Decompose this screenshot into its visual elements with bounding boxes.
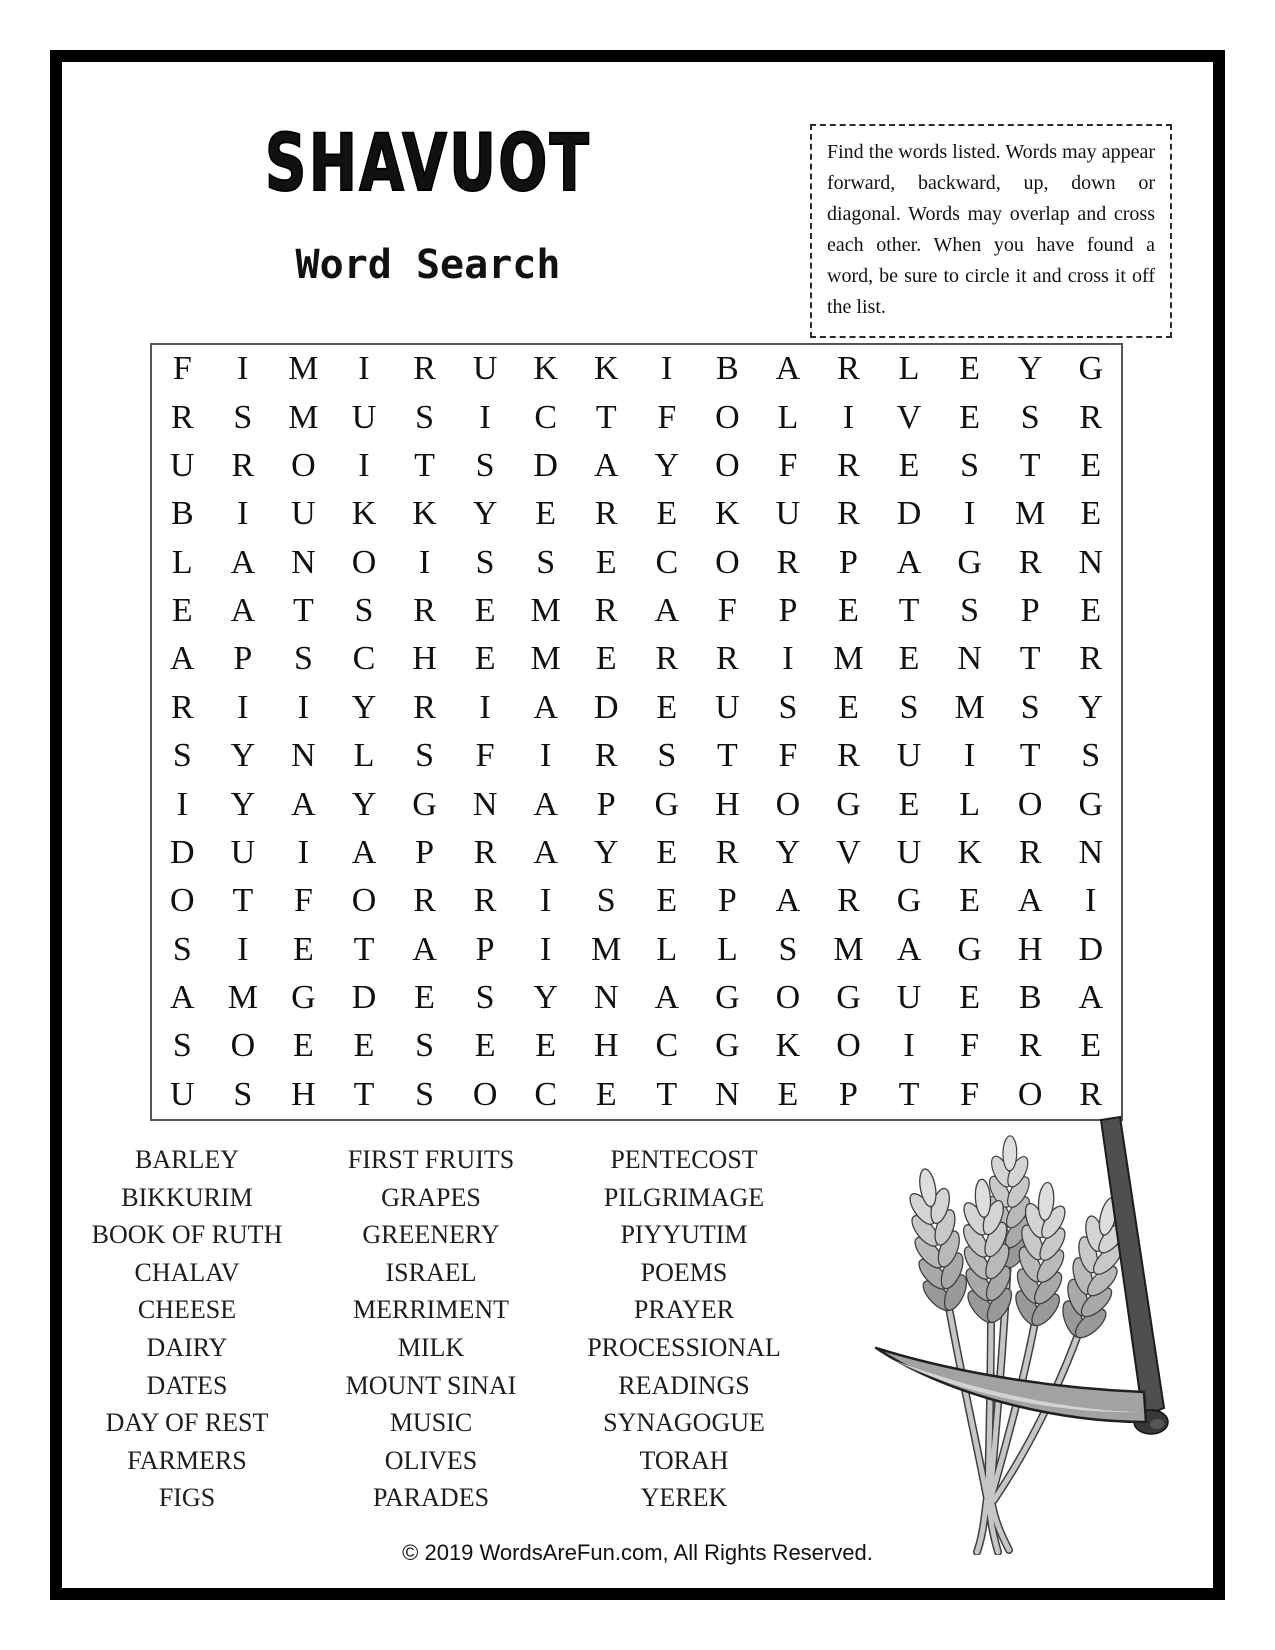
grid-cell: R xyxy=(837,446,860,484)
grid-cell: Y xyxy=(654,446,680,484)
grid-cell: E xyxy=(959,350,980,388)
grid-cell: R xyxy=(1079,1075,1103,1113)
grid-cell: E xyxy=(959,882,980,920)
grid-cell: O xyxy=(230,1027,256,1065)
grid-cell: S xyxy=(415,1075,434,1113)
word-list-item: READINGS xyxy=(618,1370,750,1400)
grid-cell: P xyxy=(233,640,253,678)
grid-cell: R xyxy=(473,882,497,920)
grid-cell: E xyxy=(474,592,496,630)
word-list-item: BOOK OF RUTH xyxy=(91,1220,283,1250)
grid-cell: S xyxy=(1020,688,1040,726)
grid-cell: R xyxy=(473,833,497,871)
grid-cell: E xyxy=(535,1027,557,1065)
word-list-item: TORAH xyxy=(639,1445,729,1475)
grid-cell: O xyxy=(715,398,740,436)
grid-cell: O xyxy=(775,979,801,1017)
grid-cell: A xyxy=(533,688,558,726)
grid-cell: S xyxy=(172,930,192,968)
grid-cell: R xyxy=(716,640,739,678)
grid-cell: E xyxy=(656,882,678,920)
grid-cell: A xyxy=(230,592,256,630)
grid-cell: M xyxy=(591,930,622,968)
grid-cell: G xyxy=(1078,350,1103,388)
grid-cell: R xyxy=(655,640,679,678)
grid-cell: M xyxy=(833,930,864,968)
word-list-item: PRAYER xyxy=(633,1295,735,1325)
grid-cell: E xyxy=(171,592,193,630)
grid-cell: M xyxy=(227,979,258,1017)
grid-cell: T xyxy=(1019,446,1041,484)
grid-cell: Y xyxy=(1017,350,1043,388)
grid-cell: A xyxy=(170,640,195,678)
grid-cell: S xyxy=(415,737,434,775)
grid-cell: I xyxy=(782,640,794,678)
grid-cell: U xyxy=(351,398,377,436)
grid-cell: O xyxy=(775,785,801,823)
word-list-item: SYNAGOGUE xyxy=(603,1408,765,1438)
grid-cell: I xyxy=(358,350,370,388)
grid-cell: E xyxy=(656,833,678,871)
grid-cell: C xyxy=(534,1075,557,1113)
word-list-item: GREENERY xyxy=(362,1220,500,1250)
grid-cell: N xyxy=(1078,833,1103,871)
grid-cell: R xyxy=(594,495,618,533)
grid-cell: A xyxy=(170,979,195,1017)
grid-cell: A xyxy=(1078,979,1103,1017)
grid-cell: F xyxy=(475,737,495,775)
grid-cell: P xyxy=(717,882,737,920)
grid-cell: D xyxy=(1078,930,1103,968)
grid-cell: R xyxy=(837,737,860,775)
grid-cell: R xyxy=(594,592,618,630)
grid-cell: T xyxy=(232,882,254,920)
grid-cell: I xyxy=(237,930,249,968)
grid-cell: I xyxy=(358,446,370,484)
grid-cell: I xyxy=(842,398,855,436)
grid-cell: B xyxy=(716,350,739,388)
grid-cell: M xyxy=(954,688,985,726)
grid-cell: H xyxy=(1017,930,1043,968)
grid-cell: U xyxy=(170,446,195,484)
grid-cell: T xyxy=(595,398,617,436)
word-list-item: CHALAV xyxy=(134,1257,240,1287)
grid-cell: N xyxy=(715,1075,740,1113)
grid-cell: I xyxy=(903,1027,915,1065)
grid-cell: O xyxy=(715,543,740,581)
grid-cell: V xyxy=(836,833,861,871)
grid-cell: L xyxy=(656,930,678,968)
word-list-item: PARADES xyxy=(372,1483,490,1513)
grid-cell: S xyxy=(415,1027,434,1065)
grid-cell: T xyxy=(656,1075,678,1113)
sickle-handle-cap-highlight xyxy=(1150,1419,1164,1429)
grid-cell: H xyxy=(412,640,437,678)
grid-cell: E xyxy=(595,1075,617,1113)
grid-cell: H xyxy=(715,785,740,823)
grid-cell: E xyxy=(1080,495,1102,533)
grid-cell: Y xyxy=(351,688,377,726)
word-list-column-2 xyxy=(301,1141,561,1517)
grid-cell: N xyxy=(593,979,619,1017)
grid-cell: R xyxy=(413,592,436,630)
grid-cell: A xyxy=(533,785,558,823)
grid-cell: U xyxy=(896,833,922,871)
copyright-footer: © 2019 WordsAreFun.com, All Rights Reserved. xyxy=(402,1540,873,1565)
grid-cell: E xyxy=(838,592,859,630)
grid-cell: L xyxy=(959,785,980,823)
word-list-item: MILK xyxy=(397,1332,465,1362)
grid-cell: C xyxy=(352,640,376,678)
grid-cell: R xyxy=(716,833,739,871)
grid-cell: F xyxy=(778,446,798,484)
grid-cell: S xyxy=(172,737,192,775)
grid-cell: R xyxy=(1018,833,1042,871)
grid-cell: S xyxy=(354,592,374,630)
grid-cell: E xyxy=(656,495,678,533)
grid-cell: G xyxy=(836,979,861,1017)
grid-cell: R xyxy=(231,446,255,484)
page-title: SHAVUOT xyxy=(264,119,592,209)
grid-cell: O xyxy=(351,882,377,920)
grid-cell: U xyxy=(896,979,922,1017)
grid-cell: R xyxy=(170,688,194,726)
grid-cell: S xyxy=(172,1027,192,1065)
grid-cell: E xyxy=(1080,592,1102,630)
grid-cell: C xyxy=(655,1027,679,1065)
grid-cell: T xyxy=(414,446,435,484)
grid-cell: E xyxy=(656,688,678,726)
grid-cell: P xyxy=(778,592,798,630)
grid-cell: N xyxy=(472,785,498,823)
grid-cell: Y xyxy=(351,785,377,823)
grid-cell: A xyxy=(291,785,316,823)
grid-cell: F xyxy=(293,882,313,920)
grid-cell: B xyxy=(1018,979,1042,1017)
grid-cell: T xyxy=(353,1075,375,1113)
grid-cell: S xyxy=(475,979,495,1017)
grid-cell: E xyxy=(898,785,920,823)
grid-cell: S xyxy=(233,1075,253,1113)
grid-cell: P xyxy=(839,1075,858,1113)
word-list-item: MERRIMENT xyxy=(353,1295,509,1325)
grid-cell: C xyxy=(655,543,679,581)
grid-cell: F xyxy=(172,350,192,388)
grid-cell: U xyxy=(715,688,740,726)
grid-cell: O xyxy=(472,1075,498,1113)
word-list-item: PILGRIMAGE xyxy=(603,1182,765,1212)
word-list-item: POEMS xyxy=(640,1257,728,1287)
grid-cell: I xyxy=(237,688,249,726)
grid-cell: S xyxy=(899,688,919,726)
grid-cell: L xyxy=(898,350,920,388)
grid-cell: I xyxy=(963,737,976,775)
grid-cell: D xyxy=(351,979,377,1017)
word-list-column-1 xyxy=(57,1141,317,1517)
grid-cell: S xyxy=(960,592,980,630)
grid-cell: D xyxy=(593,688,619,726)
grid-cell: G xyxy=(1078,785,1103,823)
grid-cell: Y xyxy=(593,833,619,871)
grid-cell: G xyxy=(836,785,861,823)
grid-cell: R xyxy=(837,882,860,920)
grid-cell: S xyxy=(536,543,556,581)
grid-cell: E xyxy=(595,543,617,581)
grid-cell: B xyxy=(170,495,194,533)
grid-cell: A xyxy=(654,592,680,630)
grid-cell: E xyxy=(959,398,980,436)
grid-cell: E xyxy=(535,495,557,533)
grid-cell: O xyxy=(351,543,377,581)
word-list-item: ISRAEL xyxy=(385,1257,477,1287)
grid-cell: A xyxy=(230,543,256,581)
word-list-column-3 xyxy=(554,1141,814,1517)
grid-cell: G xyxy=(291,979,316,1017)
grid-cell: T xyxy=(353,930,375,968)
grid-cell: N xyxy=(291,737,316,775)
grid-cell: P xyxy=(415,833,434,871)
grid-cell: G xyxy=(412,785,437,823)
grid-cell: M xyxy=(530,640,561,678)
grid-cell: H xyxy=(291,1075,316,1113)
grid-cell: I xyxy=(539,737,552,775)
page-subtitle: Word Search xyxy=(295,242,561,288)
grid-cell: U xyxy=(896,737,922,775)
grid-cell: U xyxy=(170,1075,195,1113)
grid-cell: I xyxy=(479,398,491,436)
grid-cell: E xyxy=(353,1027,375,1065)
grid-cell: E xyxy=(1080,1027,1102,1065)
wheat-heads xyxy=(898,1135,1139,1347)
grid-cell: E xyxy=(898,446,920,484)
word-search-grid xyxy=(150,343,1123,1121)
grid-cell: I xyxy=(297,688,310,726)
word-list-item: OLIVES xyxy=(384,1445,478,1475)
grid-cell: E xyxy=(474,1027,496,1065)
word-list-item: FIRST FRUITS xyxy=(347,1145,515,1174)
grid-cell: S xyxy=(596,882,616,920)
word-list-item: BARLEY xyxy=(135,1145,239,1174)
grid-cell: P xyxy=(839,543,858,581)
grid-cell: A xyxy=(412,930,437,968)
grid-cell: F xyxy=(960,1027,980,1065)
grid-cell: Y xyxy=(472,495,498,533)
grid-cell: S xyxy=(657,737,677,775)
grid-cell: P xyxy=(1020,592,1040,630)
grid-cell: T xyxy=(716,737,738,775)
grid-cell: T xyxy=(293,592,314,630)
grid-cell: R xyxy=(776,543,800,581)
instructions-box xyxy=(810,124,1172,338)
grid-cell: M xyxy=(1015,495,1046,533)
grid-cell: O xyxy=(1017,785,1043,823)
grid-cell: M xyxy=(288,398,319,436)
grid-cell: M xyxy=(530,592,561,630)
grid-cell: F xyxy=(717,592,737,630)
grid-cell: I xyxy=(539,930,552,968)
grid-cell: E xyxy=(838,688,859,726)
instructions-text: Find the words listed. Words may appear forward, backward, up, down or diagonal. Words may overlap and cross each other. When you have found a word, be sure to circle it and cross it off the list. xyxy=(827,141,1155,318)
grid-cell: I xyxy=(479,688,491,726)
grid-cell: G xyxy=(715,1027,740,1065)
grid-cell: T xyxy=(1019,737,1041,775)
grid-cell: Y xyxy=(775,833,801,871)
grid-cell: A xyxy=(775,882,801,920)
grid-cell: R xyxy=(1079,640,1103,678)
word-list-item: FIGS xyxy=(158,1483,216,1513)
grid-cell: S xyxy=(233,398,253,436)
grid-cell: G xyxy=(957,543,982,581)
grid-cell: A xyxy=(896,543,922,581)
grid-cell: F xyxy=(960,1075,980,1113)
word-list-item: MUSIC xyxy=(389,1408,473,1438)
grid-cell: O xyxy=(170,882,195,920)
grid-cell: G xyxy=(654,785,680,823)
grid-cell: K xyxy=(593,350,619,388)
grid-cell: T xyxy=(1019,640,1041,678)
grid-cell: N xyxy=(1078,543,1103,581)
grid-cell: U xyxy=(775,495,801,533)
grid-cell: E xyxy=(959,979,980,1017)
grid-cell: L xyxy=(353,737,375,775)
grid-cell: O xyxy=(1017,1075,1043,1113)
grid-cell: E xyxy=(777,1075,799,1113)
grid-cell: A xyxy=(1017,882,1043,920)
grid-cell: U xyxy=(472,350,498,388)
grid-cell: F xyxy=(657,398,677,436)
grid-cell: Y xyxy=(230,785,256,823)
grid-cell: A xyxy=(896,930,922,968)
grid-cell: L xyxy=(171,543,193,581)
grid-cell: N xyxy=(957,640,982,678)
word-list-item: GRAPES xyxy=(381,1182,481,1212)
grid-cell: S xyxy=(778,688,798,726)
grid-cell: M xyxy=(288,350,319,388)
grid-cell: K xyxy=(533,350,558,388)
grid-cell: E xyxy=(898,640,920,678)
grid-cell: K xyxy=(775,1027,801,1065)
grid-cell: O xyxy=(836,1027,861,1065)
grid-cell: M xyxy=(833,640,864,678)
word-list-item: PIYYUTIM xyxy=(620,1220,748,1250)
grid-cell: O xyxy=(715,446,740,484)
grid-cell: N xyxy=(291,543,316,581)
grid-cell: A xyxy=(351,833,377,871)
grid-cell: R xyxy=(1018,1027,1042,1065)
grid-cell: R xyxy=(1018,543,1042,581)
grid-cell: K xyxy=(715,495,740,533)
grid-cell: S xyxy=(293,640,313,678)
grid-cell: D xyxy=(896,495,922,533)
grid-cell: R xyxy=(837,350,860,388)
grid-cell: I xyxy=(176,785,188,823)
grid-cell: E xyxy=(293,930,314,968)
grid-cell: S xyxy=(960,446,980,484)
grid-cell: E xyxy=(414,979,435,1017)
grid-cell: A xyxy=(533,833,558,871)
wheat-and-sickle-illustration xyxy=(848,1070,1188,1555)
grid-cell: R xyxy=(594,737,618,775)
grid-cell: K xyxy=(351,495,377,533)
grid-cell: F xyxy=(778,737,798,775)
grid-cell: E xyxy=(595,640,617,678)
grid-cell: G xyxy=(715,979,740,1017)
grid-cell: A xyxy=(593,446,619,484)
grid-cell: I xyxy=(539,882,552,920)
grid-cell: S xyxy=(1020,398,1040,436)
grid-cell: S xyxy=(475,543,495,581)
grid-cell: G xyxy=(896,882,922,920)
grid-cell: I xyxy=(237,350,249,388)
grid-cell: U xyxy=(291,495,316,533)
grid-cell: L xyxy=(777,398,799,436)
grid-cell: P xyxy=(475,930,495,968)
grid-cell: K xyxy=(957,833,982,871)
grid-cell: E xyxy=(1080,446,1102,484)
grid-cell: S xyxy=(1081,737,1101,775)
grid-cell: R xyxy=(837,495,860,533)
grid-cell: E xyxy=(474,640,496,678)
grid-cell: R xyxy=(170,398,194,436)
word-list-item: MOUNT SINAI xyxy=(345,1370,517,1400)
grid-cell: O xyxy=(291,446,316,484)
grid-cell: Y xyxy=(230,737,256,775)
grid-cell: I xyxy=(237,495,249,533)
grid-cell: R xyxy=(413,688,436,726)
grid-cell: E xyxy=(293,1027,314,1065)
grid-cell: D xyxy=(170,833,195,871)
grid-cell: R xyxy=(413,350,436,388)
grid-cell: A xyxy=(775,350,801,388)
grid-cell: G xyxy=(957,930,982,968)
grid-cell: R xyxy=(1079,398,1103,436)
grid-cell: I xyxy=(661,350,673,388)
grid-cell: S xyxy=(778,930,798,968)
grid-cell: P xyxy=(596,785,616,823)
grid-cell: S xyxy=(475,446,495,484)
grid-cell: R xyxy=(413,882,436,920)
grid-cell: V xyxy=(896,398,922,436)
word-list-item: DAIRY xyxy=(146,1332,228,1362)
grid-cell: I xyxy=(963,495,976,533)
grid-cell: U xyxy=(230,833,256,871)
grid-cell: Y xyxy=(533,979,558,1017)
word-list-item: FARMERS xyxy=(127,1445,247,1475)
grid-cell: S xyxy=(415,398,434,436)
grid-cell: H xyxy=(593,1027,619,1065)
grid-cell: L xyxy=(716,930,738,968)
grid-cell: K xyxy=(412,495,437,533)
grid-cell: I xyxy=(297,833,310,871)
word-list-item: YEREK xyxy=(640,1483,728,1513)
word-list-item: PENTECOST xyxy=(610,1145,758,1174)
word-list-item: DATES xyxy=(146,1370,228,1400)
grid-cell: T xyxy=(898,592,920,630)
grid-cell: Y xyxy=(1078,688,1103,726)
word-list-item: BIKKURIM xyxy=(121,1182,253,1212)
word-list-item: CHEESE xyxy=(137,1295,237,1325)
grid-cell: C xyxy=(534,398,557,436)
grid-cell: A xyxy=(654,979,680,1017)
word-list-item: DAY OF REST xyxy=(105,1408,269,1438)
word-list-item: PROCESSIONAL xyxy=(587,1332,781,1362)
grid-cell: D xyxy=(533,446,558,484)
grid-cell: I xyxy=(1085,882,1097,920)
grid-cell: I xyxy=(418,543,431,581)
grid-cell: T xyxy=(898,1075,920,1113)
